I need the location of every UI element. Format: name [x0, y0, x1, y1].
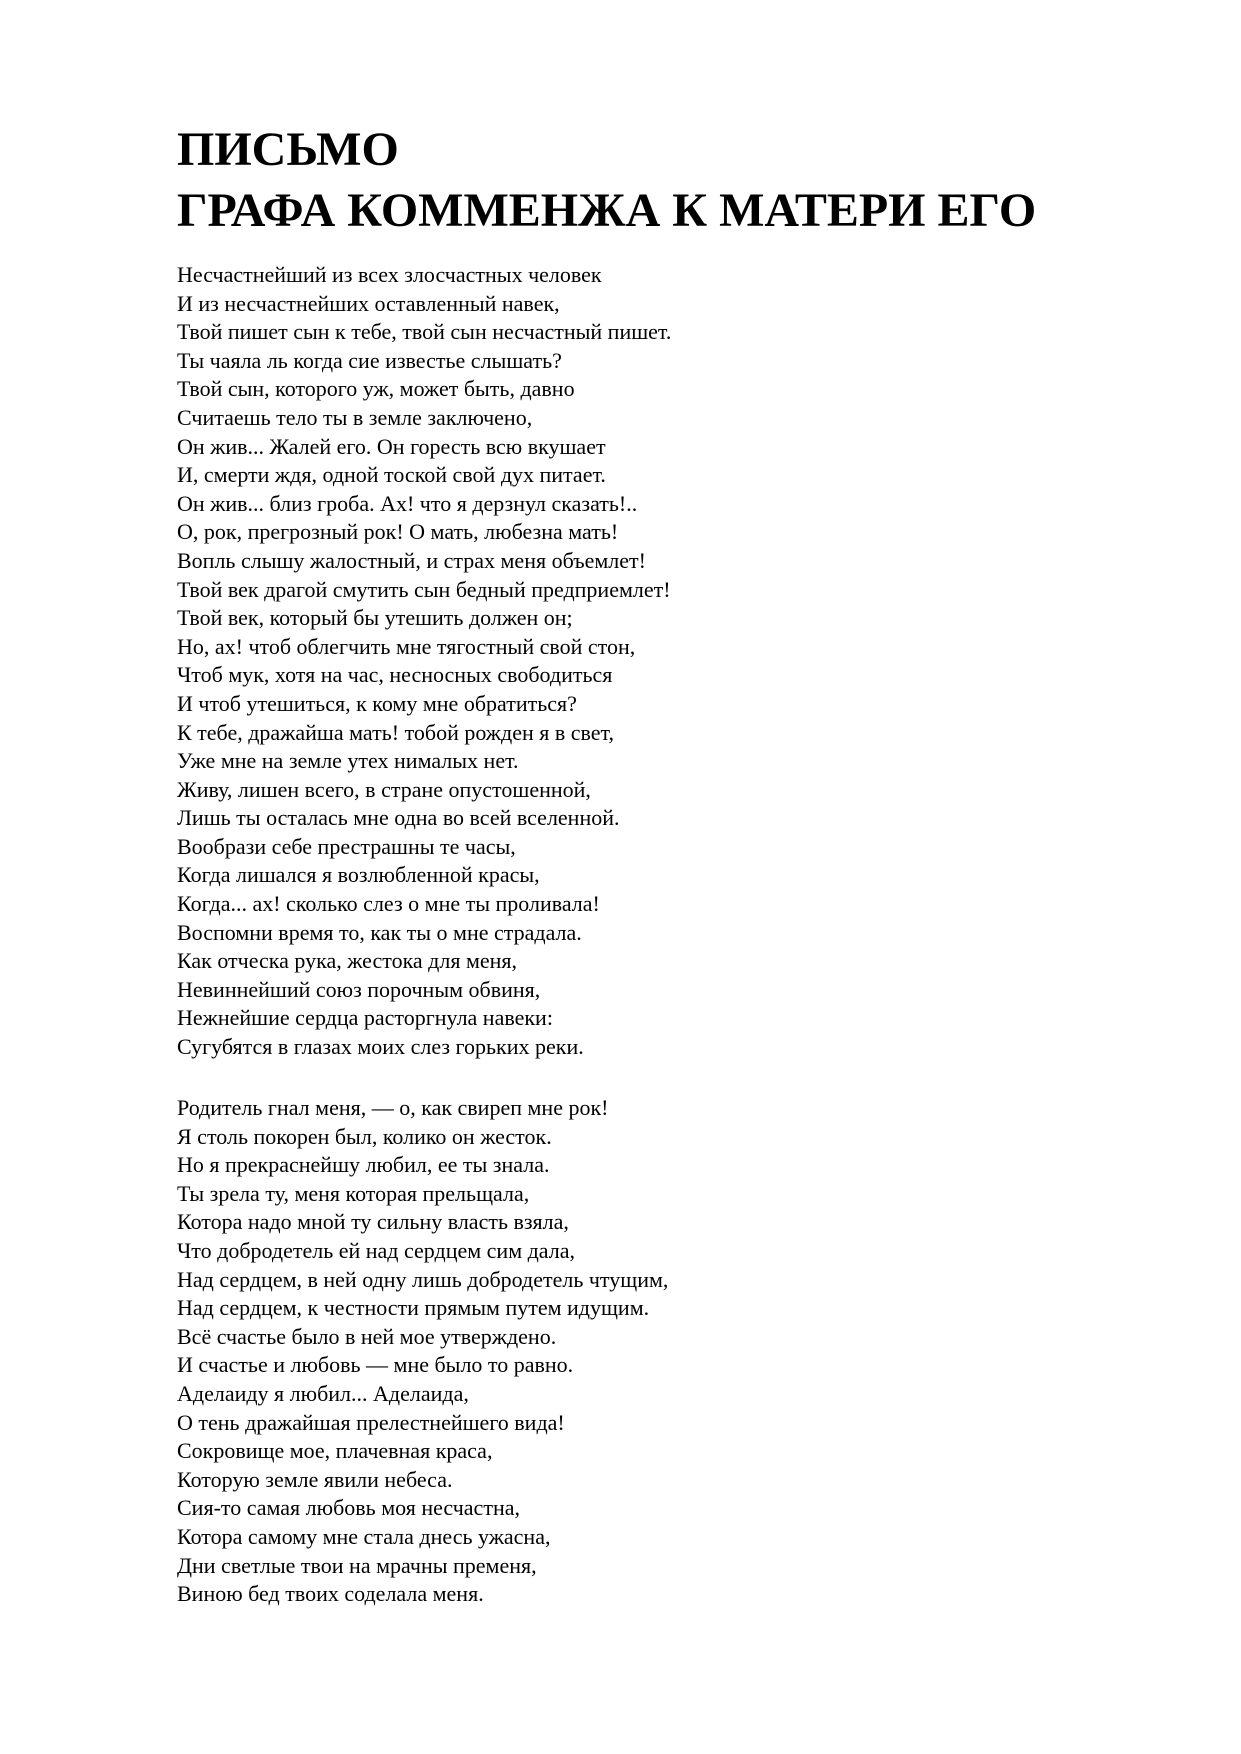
poem-line: Лишь ты осталась мне одна во всей вселенной.	[177, 805, 620, 831]
poem-line: Но, ах! чтоб облегчить мне тягостный свой стон,	[177, 633, 636, 659]
title-line-2: ГРАФА КОММЕНЖА К МАТЕРИ ЕГО	[177, 184, 1037, 237]
poem-line: Но я прекраснейшу любил, ее ты знала.	[177, 1152, 550, 1178]
poem-line: Виною бед твоих соделала меня.	[177, 1581, 484, 1607]
poem-line: Родитель гнал меня, — о, как свиреп мне рок!	[177, 1095, 609, 1120]
poem-line: Сия-то самая любовь моя несчастна,	[177, 1495, 520, 1521]
poem-line: Твой сын, которого уж, может быть, давно	[177, 376, 575, 402]
page-title	[177, 119, 1036, 241]
poem-line: Вопль слышу жалостный, и страх меня объемлет!	[177, 547, 646, 573]
poem-line: Как отческа рука, жестока для меня,	[177, 948, 518, 974]
poem-line: Твой век драгой смутить сын бедный предприемлет!	[177, 576, 671, 602]
poem-line: Всё счастье было в ней мое утверждено.	[177, 1323, 557, 1349]
poem-line: Считаешь тело ты в земле заключено,	[177, 404, 533, 430]
poem-line: Ты чаяла ль когда сие известье слышать?	[177, 347, 562, 373]
poem-line: Аделаиду я любил... Аделаида,	[177, 1380, 469, 1406]
poem-line: Твой пишет сын к тебе, твой сын несчастный пишет.	[177, 319, 672, 345]
poem-line: И счастье и любовь — мне было то равно.	[177, 1352, 574, 1378]
poem-line: О, рок, прегрозный рок! О мать, любезна мать!	[177, 519, 619, 545]
poem-line: Я столь покорен был, колико он жесток.	[177, 1123, 552, 1149]
stanza-2	[177, 1094, 668, 1609]
title-line-1: ПИСЬМО	[177, 123, 399, 176]
poem-line: Твой век, который бы утешить должен он;	[177, 605, 573, 631]
poem-line: Нежнейшие сердца расторгнула навеки:	[177, 1005, 553, 1031]
poem-line: К тебе, дражайша мать! тобой рожден я в свет,	[177, 719, 614, 745]
poem-line: Он жив... Жалей его. Он горесть всю вкушает	[177, 433, 606, 459]
poem-line: Над сердцем, к честности прямым путем идущим.	[177, 1295, 650, 1321]
poem-line: Воспомни время то, как ты о мне страдала.	[177, 919, 582, 945]
poem-line: И, смерти ждя, одной тоской свой дух питает.	[177, 462, 606, 488]
poem-line: Уже мне на земле утех нималых нет.	[177, 748, 519, 774]
poem-line: Что добродетель ей над сердцем сим дала,	[177, 1237, 576, 1263]
poem-line: О тень дражайшая прелестнейшего вида!	[177, 1409, 565, 1435]
poem-line: Сугубятся в глазах моих слез горьких реки.	[177, 1034, 584, 1060]
poem-line: Котора надо мной ту сильну власть взяла,	[177, 1209, 569, 1235]
poem-line: Которую земле явили небеса.	[177, 1466, 453, 1492]
poem-line: И чтоб утешиться, к кому мне обратиться?	[177, 690, 577, 716]
poem-line: Когда... ах! сколько слез о мне ты проливала!	[177, 891, 600, 917]
stanza-1	[177, 261, 671, 1062]
poem-line: Сокровище мое, плачевная краса,	[177, 1438, 493, 1464]
poem-line: Несчастнейший из всех злосчастных человек	[177, 262, 602, 287]
poem-line: Дни светлые твои на мрачны пременя,	[177, 1552, 537, 1578]
poem-line: Котора самому мне стала днесь ужасна,	[177, 1523, 551, 1549]
poem-line: Чтоб мук, хотя на час, несносных свободиться	[177, 662, 613, 688]
poem-line: И из несчастнейших оставленный навек,	[177, 290, 560, 316]
poem-line: Над сердцем, в ней одну лишь добродетель чтущим,	[177, 1266, 669, 1292]
poem-line: Он жив... близ гроба. Ах! что я дерзнул сказать!..	[177, 490, 638, 516]
poem-line: Невиннейший союз порочным обвиня,	[177, 976, 541, 1002]
poem-line: Живу, лишен всего, в стране опустошенной,	[177, 776, 591, 802]
poem-line: Ты зрела ту, меня которая прельщала,	[177, 1180, 530, 1206]
poem-line: Когда лишался я возлюбленной красы,	[177, 862, 540, 888]
poem-line: Вообрази себе престрашны те часы,	[177, 833, 516, 859]
